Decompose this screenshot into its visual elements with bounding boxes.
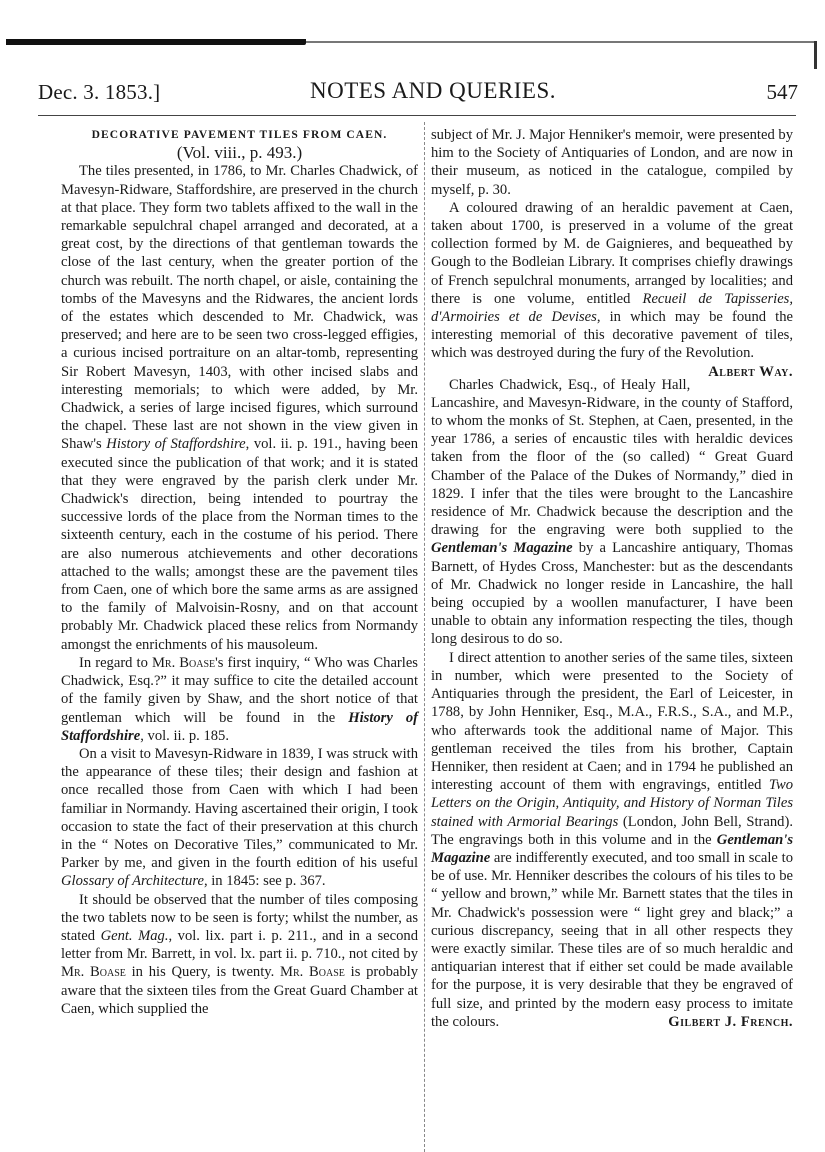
running-header: [38, 72, 798, 112]
right-column: [431, 126, 793, 1031]
article-title: DECORATIVE PAVEMENT TILES FROM CAEN.: [91, 129, 388, 141]
column-divider: [424, 122, 425, 1152]
paragraph: It should be observed that the number of tiles composing the two tablets now to be seen is forty; whilst the number, as stated Gent. Mag., vol. lix. part i. p. 211., and in a second letter from Mr. Barrett, in vol. lx. part ii. p. 710., not cited by Mr. Boase in his Query, is twenty. Mr. Boase is probably aware that the sixteen tiles from the Great Guard Chamber at Caen, which supplied the: [61, 891, 418, 1017]
article-reference: (Vol. viii., p. 493.): [176, 143, 303, 163]
paragraph: A coloured drawing of an heraldic pavement at Caen, taken about 1700, is preserved in a volume of the great collection formed by M. de Gaignieres, and bequeathed by Gough to the Bodleian Library. It comprises chiefly drawings of French sepulchral monuments, arranged by localities; and there is one volume, entitled Recueil de Tapisseries, d'Armoiries et de Devises, in which may be found the interesting memorial of this decorative pavement of tiles, which was destroyed during the fury of the Revolution. Albert Way.: [431, 199, 794, 380]
paragraph: Charles Chadwick, Esq., of Healy Hall, Lancashire, and Mavesyn-Ridware, in the county of Stafford, to whom the monks of St. Stephen, at Caen, presented, in the year 1786, a series of encaustic tiles with heraldic devices taken from the floor of the (so called) “ Great Guard Chamber of the Palace of the Dukes of Normandy,” died in 1829. I infer that the tiles were brought to the Lancashire residence of Mr. Chadwick because the description and the drawing for the engraving were both supplied to the Gentleman's Magazine by a Lancashire antiquary, Thomas Barnett, of Hydes Cross, Manchester: but as the descendants of Mr. Chadwick no longer reside in Lancashire, the hall being occupied by a woollen manufacturer, I have been unable to obtain any information respecting the tiles, though long desirous to do so.: [431, 376, 794, 648]
top-page-edge: [6, 39, 306, 45]
page-number: 547: [766, 80, 798, 104]
paragraph: On a visit to Mavesyn-Ridware in 1839, I was struck with the appearance of these tiles; their design and fashion at once recalled those from Caen with which I had been familiar in Normandy. Having ascertained their origin, I took occasion to state the fact of their preservation at this church in the “ Notes on Decorative Tiles,” communicated to Mr. Parker by me, and given in the fourth edition of his useful Glossary of Architecture, in 1845: see p. 367.: [61, 745, 418, 890]
paragraph: subject of Mr. J. Major Henniker's memoir, were presented by him to the Society of Antiquaries of London, and are now in their museum, as noticed in the catalogue, compiled by myself, p. 30.: [431, 127, 793, 198]
signature-albert-way: Albert Way.: [708, 363, 793, 380]
header-date: Dec. 3. 1853.]: [38, 80, 161, 104]
left-column: [61, 126, 418, 1018]
header-rule: [38, 115, 796, 116]
signature-gilbert-french: Gilbert J. French.: [668, 1013, 793, 1030]
top-page-corner: [814, 41, 817, 69]
paragraph: The tiles presented, in 1786, to Mr. Charles Chadwick, of Mavesyn-Ridware, Staffordshire, are preserved in the church at that place. They form two tablets affixed to the wall in the remarkable sepulchral chapel arranged and decorated, at a great cost, by the directions of that gentleman towards the close of the last century, when the greater portion of the church was rebuilt. The north chapel, or aisle, containing the tombs of the Mavesyns and the Ridwares, the ancient lords of the estates which descended to Mr. Chadwick, was preserved; and here are to be seen two cross-legged effigies, a curious incised portraiture on an altar-tomb, representing Sir Robert Mavesyn, 1403, with other incised slabs and interesting memorials; to which were added, by Mr. Chadwick, a series of large incised figures, which surround the chapel. These last are not shown in the view given in Shaw's History of Staffordshire, vol. ii. p. 191., having been executed since the publication of that work; and it is stated that they were engraved by the parish clerk under Mr. Chadwick's direction, being intended to pourtray the successive lords of the place from the Norman times to the sixteenth century, each in the costume of his period. There are also numerous atchievements and other decorations attached to the walls; amongst these are the pavement tiles from Caen, one of which bore the same arms as are assigned to the family of Malvoisin-Rosny, and on that account probably Mr. Chadwick placed these relics from Normandy amongst the enrichments of his mausoleum.: [61, 163, 418, 653]
journal-title: NOTES AND QUERIES.: [309, 78, 557, 103]
paragraph: In regard to Mr. Boase's first inquiry, “ Who was Charles Chadwick, Esq.?” it may suffice to cite the detailed account of the family given by Shaw, and the short notice of that gentleman which will be found in the History of Staffordshire, vol. ii. p. 185.: [61, 654, 418, 744]
paragraph: I direct attention to another series of the same tiles, sixteen in number, which were presented to the Society of Antiquaries through the president, the Earl of Leicester, in 1788, by John Henniker, Esq., M.A., F.R.S., S.A., and M.P., who afterwards took the additional name of Major. This gentleman received the tiles from his brother, Captain Henniker, then resident at Caen; and in 1794 he published an interesting account of them with engravings, entitled Two Letters on the Origin, Antiquity, and History of Norman Tiles stained with Armorial Bearings (London, John Bell, Strand). The engravings both in this volume and in the Gentleman's Magazine are indifferently executed, and too small in scale to be of use. Mr. Henniker describes the colours of his tiles to be “ yellow and brown,” while Mr. Barnett states that the tiles in Mr. Chadwick's possession were “ light grey and black;” a curious discrepancy, seeing that in all other respects they were exactly similar. These tiles are of so much heraldic and antiquarian interest that if either set could be made available for the purpose, it is very desirable that they be engraved of full size, and printed by the modern easy process to imitate the colours. Gilbert J. French.: [431, 649, 793, 1030]
